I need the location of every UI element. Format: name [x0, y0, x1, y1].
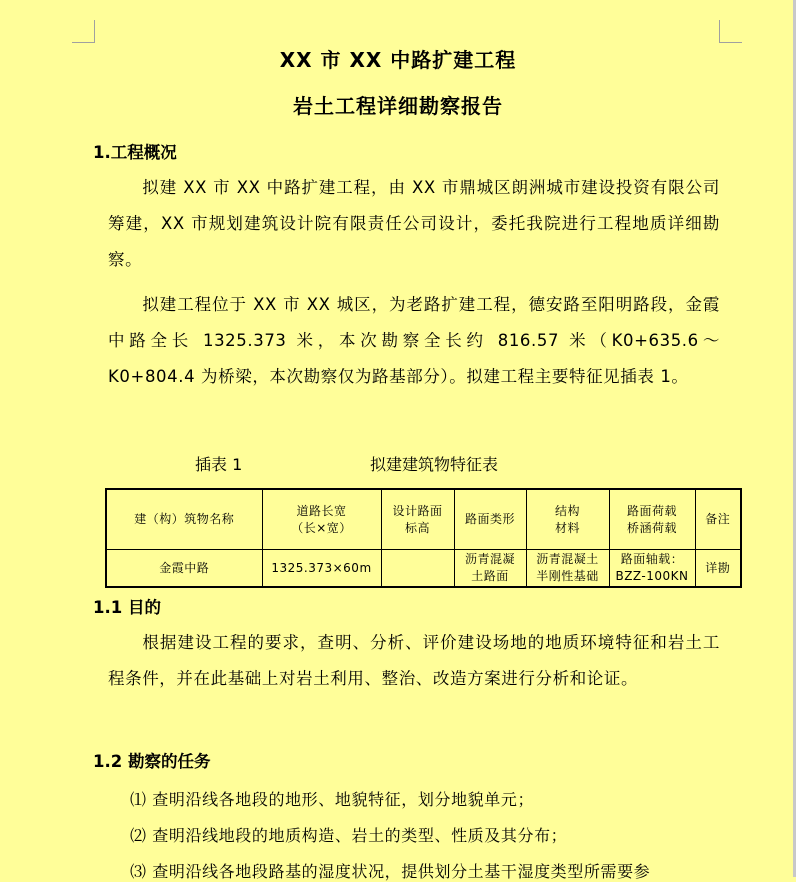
margin-corner-top-right: [719, 20, 742, 43]
cell-name: 金霞中路: [106, 550, 262, 588]
cell-remark: 详勘: [695, 550, 741, 588]
table-row: [106, 550, 741, 588]
header-load-line-2: 桥涵荷载: [626, 520, 677, 535]
section-1-paragraph-1: [108, 170, 720, 278]
header-load: [609, 489, 695, 550]
section-1-2-heading: 1.2 勘察的任务: [93, 752, 211, 771]
section-1-paragraph-2: [108, 287, 720, 395]
cell-structure: [526, 550, 609, 588]
header-structure-line-1: 结构: [554, 503, 580, 518]
header-remark: 备注: [695, 489, 741, 550]
cell-structure-line-1: 沥青混凝土: [536, 552, 599, 566]
header-structure-line-2: 材料: [554, 520, 580, 535]
cell-structure-line-2: 半刚性基础: [536, 569, 599, 583]
cell-pavement-line-1: 沥青混凝: [464, 552, 515, 566]
cell-pavement-type: [454, 550, 526, 588]
section-1-paragraph-2-text: 拟建工程位于 XX 市 XX 城区，为老路扩建工程，德安路至阳明路段，金霞中路全长 1325.373 米，本次勘察全长约 816.57 米（K0+635.6～K0+804.4 为桥梁，本次勘察仅为路基部分）。拟建工程主要特征见插表 1。: [108, 295, 720, 386]
header-load-line-1: 路面荷载: [626, 503, 677, 518]
header-name: 建（构）筑物名称: [106, 489, 262, 550]
task-item-1: ⑴ 查明沿线各地段的地形、地貌特征，划分地貌单元；: [130, 790, 535, 809]
section-1-1-paragraph-text: 根据建设工程的要求，查明、分析、评价建设场地的地质环境特征和岩土工程条件，并在此基础上对岩土利用、整治、改造方案进行分析和论证。: [108, 633, 720, 688]
header-size-line-2: （长×宽）: [291, 520, 352, 535]
table-caption-label: 插表 1: [195, 455, 243, 474]
section-1-1-heading: 1.1 目的: [93, 598, 161, 617]
header-elevation-line-1: 设计路面: [392, 503, 443, 518]
document-title-line-2: 岩土工程详细勘察报告: [293, 94, 503, 118]
cell-size: 1325.373×60m: [262, 550, 381, 588]
header-elevation: [381, 489, 454, 550]
cell-load-line-1: 路面轴载：: [620, 552, 684, 566]
table-caption-title: 拟建建筑物特征表: [370, 455, 499, 474]
building-feature-table: [105, 488, 742, 588]
section-1-1-paragraph: [108, 625, 720, 697]
table-header-row: [106, 489, 741, 550]
header-elevation-line-2: 标高: [404, 520, 430, 535]
header-pavement-type: 路面类形: [454, 489, 526, 550]
cell-pavement-line-2: 土路面: [471, 569, 509, 583]
margin-corner-top-left: [72, 20, 95, 43]
task-item-3: ⑶ 查明沿线各地段路基的湿度状况，提供划分土基干湿度类型所需要参: [130, 862, 651, 881]
header-structure: [526, 489, 609, 550]
task-item-2: ⑵ 查明沿线地段的地质构造、岩土的类型、性质及其分布；: [130, 826, 568, 845]
section-1-heading: 1.工程概况: [93, 143, 177, 162]
section-1-paragraph-1-text: 拟建 XX 市 XX 中路扩建工程，由 XX 市鼎城区朗洲城市建设投资有限公司筹建，XX 市规划建筑设计院有限责任公司设计，委托我院进行工程地质详细勘察。: [108, 178, 720, 269]
cell-elevation: [381, 550, 454, 588]
document-title-line-1: XX 市 XX 中路扩建工程: [279, 48, 517, 72]
cell-load: [609, 550, 695, 588]
header-size: [262, 489, 381, 550]
header-size-line-1: 道路长宽: [296, 503, 347, 518]
cell-load-line-2: BZZ-100KN: [615, 569, 689, 583]
